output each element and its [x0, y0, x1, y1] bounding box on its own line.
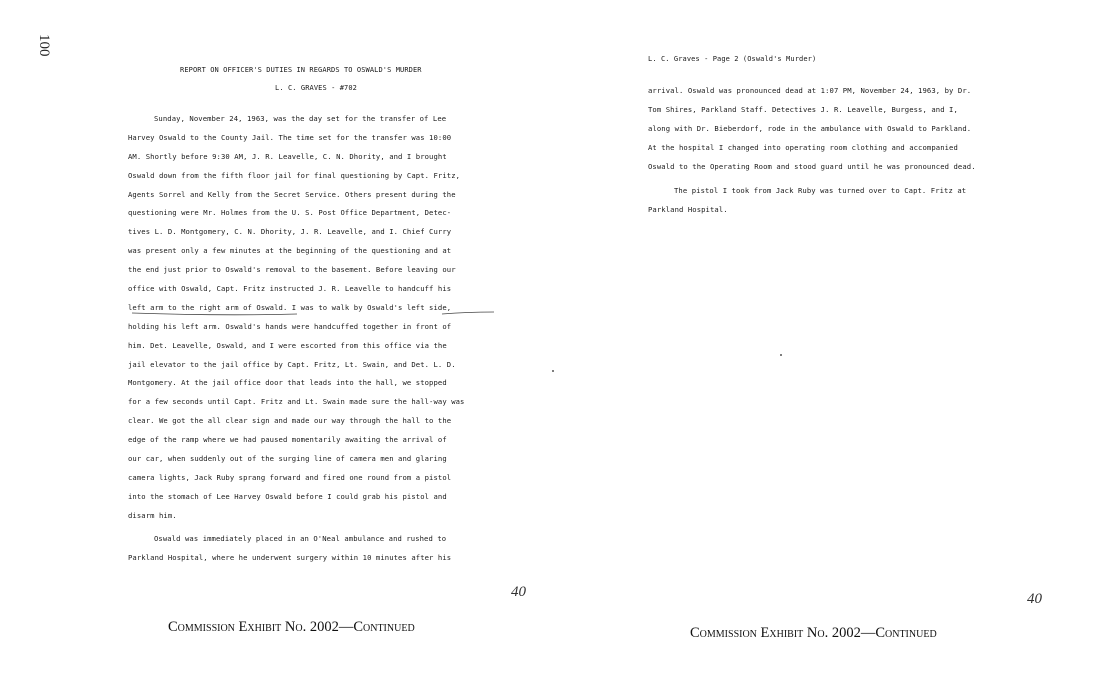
text-line: holding his left arm. Oswald's hands were handcuffed together in front of — [128, 321, 452, 331]
text-line: tives L. D. Montgomery, C. N. Dhority, J. R. Leavelle, and I. Chief Curry — [128, 227, 452, 237]
text-line: disarm him. — [128, 510, 177, 520]
text-line: questioning were Mr. Holmes from the U. S. Post Office Department, Detec- — [128, 208, 452, 218]
right-paragraph-1 — [648, 82, 976, 176]
text-line: Agents Sorrel and Kelly from the Secret Service. Others present during the — [128, 189, 456, 199]
paper-speck — [552, 370, 554, 372]
exhibit-caption: Commission Exhibit No. 2002—Continued — [690, 625, 937, 641]
text-line: was present only a few minutes at the beginning of the questioning and at — [128, 246, 452, 256]
text-line: Oswald to the Operating Room and stood guard until he was pronounced dead. — [648, 161, 976, 171]
paper-speck — [780, 354, 782, 356]
handwritten-page-mark: 40 — [1027, 591, 1042, 607]
text-line: office with Oswald, Capt. Fritz instructed J. R. Leavelle to handcuff his — [128, 284, 452, 294]
text-line: the end just prior to Oswald's removal to the basement. Before leaving our — [128, 265, 456, 275]
text-line: into the stomach of Lee Harvey Oswald before I could grab his pistol and — [128, 491, 447, 501]
text-line: Parkland Hospital, where he underwent surgery within 10 minutes after his — [128, 552, 452, 562]
report-title: REPORT ON OFFICER'S DUTIES IN REGARDS TO OSWALD'S MURDER — [180, 66, 422, 74]
text-line: him. Det. Leavelle, Oswald, and I were escorted from this office via the — [128, 340, 447, 350]
text-line: Sunday, November 24, 1963, was the day set for the transfer of Lee — [154, 114, 447, 123]
handwritten-underline — [132, 309, 502, 321]
text-line: Harvey Oswald to the County Jail. The time set for the transfer was 10:00 — [128, 132, 452, 142]
text-line: Parkland Hospital. — [648, 204, 728, 214]
text-line: along with Dr. Bieberdorf, rode in the ambulance with Oswald to Parkland. — [648, 123, 972, 133]
text-line: Tom Shires, Parkland Staff. Detectives J. R. Leavelle, Burgess, and I, — [648, 104, 958, 114]
text-line: jail elevator to the jail office by Capt. Fritz, Lt. Swain, and Det. L. D. — [128, 359, 456, 369]
text-line: camera lights, Jack Ruby sprang forward and fired one round from a pistol — [128, 472, 452, 482]
right-paragraph-2 — [648, 182, 966, 220]
page-number: 100 — [36, 34, 52, 57]
text-line: clear. We got the all clear sign and made our way through the hall to the — [128, 416, 452, 426]
text-line: arrival. Oswald was pronounced dead at 1:07 PM, November 24, 1963, by Dr. — [648, 86, 972, 95]
text-line: our car, when suddenly out of the surging line of camera men and glaring — [128, 454, 447, 464]
text-line: Montgomery. At the jail office door that leads into the hall, we stopped — [128, 378, 447, 388]
handwritten-page-mark: 40 — [511, 584, 526, 600]
text-line: Oswald was immediately placed in an O'Neal ambulance and rushed to — [154, 534, 447, 543]
officer-name: L. C. GRAVES - #702 — [275, 84, 357, 92]
text-line: edge of the ramp where we had paused momentarily awaiting the arrival of — [128, 435, 447, 445]
text-line: At the hospital I changed into operating room clothing and accompanied — [648, 142, 958, 152]
text-line: for a few seconds until Capt. Fritz and Lt. Swain made sure the hall-way was — [128, 397, 465, 407]
text-line: The pistol I took from Jack Ruby was turned over to Capt. Fritz at — [674, 186, 967, 195]
left-paragraph-2 — [128, 530, 451, 568]
text-line: left arm to the right arm of Oswald. I was to walk by Oswald's left side, — [128, 302, 452, 312]
page-two-header: L. C. Graves - Page 2 (Oswald's Murder) — [648, 55, 817, 63]
exhibit-caption: Commission Exhibit No. 2002—Continued — [168, 619, 415, 635]
text-line: Oswald down from the fifth floor jail for final questioning by Capt. Fritz, — [128, 170, 461, 180]
text-line: AM. Shortly before 9:30 AM, J. R. Leavelle, C. N. Dhority, and I brought — [128, 151, 447, 161]
